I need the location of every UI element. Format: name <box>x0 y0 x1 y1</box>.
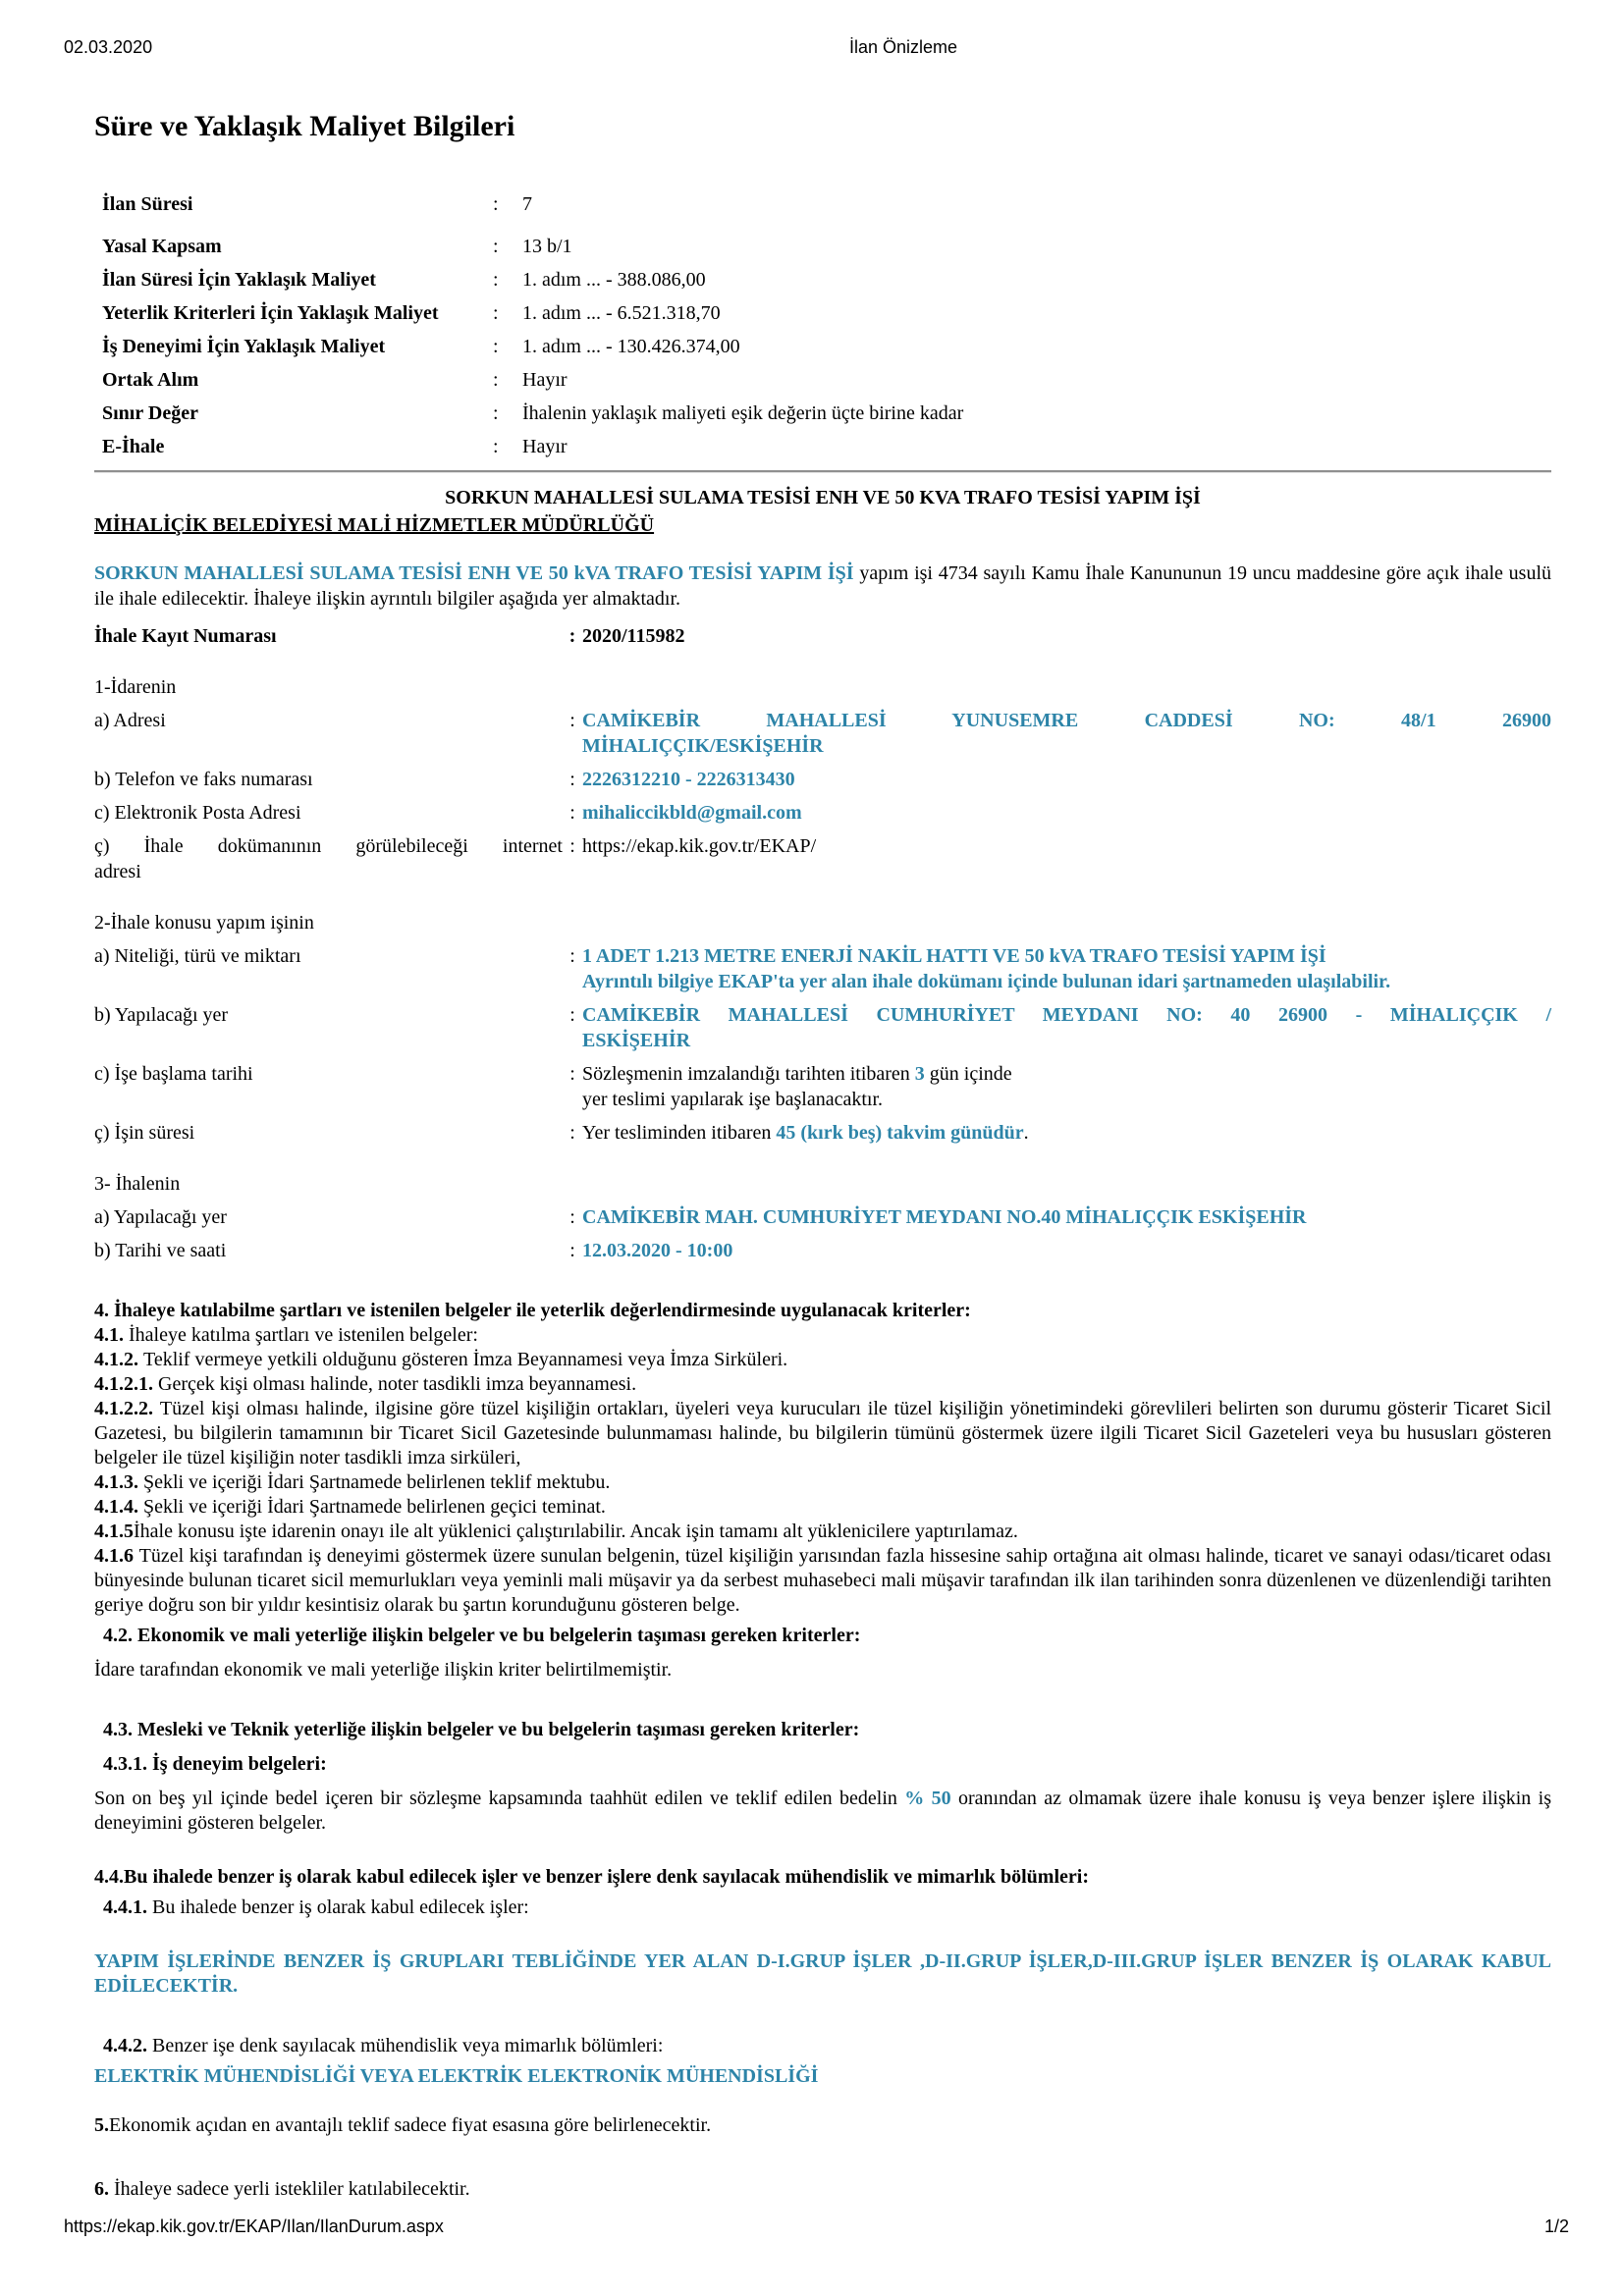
value-line <box>582 1204 1551 1230</box>
value-line <box>582 800 1551 826</box>
text-segment: 4.4.Bu ihalede benzer iş olarak kabul edilecek işler ve benzer işlere denk sayılacak mühendislik ve mimarlık bölümleri: <box>94 1866 1089 1888</box>
text-segment: 4.4.1. <box>103 1896 152 1918</box>
article <box>94 1718 1551 1742</box>
colon: : <box>493 402 499 424</box>
info-value <box>582 1002 1551 1053</box>
summary-row <box>102 435 1551 458</box>
article <box>94 1348 1551 1372</box>
article <box>94 1544 1551 1618</box>
info-label: c) Elektronik Posta Adresi <box>94 802 301 824</box>
summary-row <box>102 368 1551 392</box>
text-segment: Tüzel kişi tarafından iş deneyimi göstermek üzere sunulan belgenin, tüzel kişiliğin yarısından fazla hissesine sahip ortağına ait olması halinde, ticaret ve sanayi odası/ticaret odası bünyesinde bulunan ticaret sicil memurlukları veya yeminli mali müşavir ya da serbest muhasebeci mali müşavir tarafından ilk ilan tarihinden sonra düzenlenen ve düzenlendiği tarihten geriye doğru son bir yıldır kesintisiz olarak bu şartın korunduğunu gösteren belge. <box>94 1545 1552 1616</box>
text-segment: Ayrıntılı bilgiye EKAP'ta yer alan ihale dokümanı içinde bulunan idari şartnameden ulaşılabilir. <box>582 971 1391 992</box>
article <box>94 1299 1551 1323</box>
value-line <box>582 833 1551 859</box>
text-segment: İhaleye sadece yerli istekliler katılabilecektir. <box>114 2178 470 2200</box>
info-label: ç) İşin süresi <box>94 1122 195 1144</box>
summary-value: Hayır <box>522 369 568 391</box>
value-line <box>582 1028 1551 1053</box>
text-segment: Şekli ve içeriği İdari Şartnamede belirlenen geçici teminat. <box>143 1496 606 1518</box>
info-value <box>582 800 1551 826</box>
article <box>94 1658 1551 1682</box>
info-value <box>582 1120 1551 1146</box>
text-segment: 4.3.1. İş deneyim belgeleri: <box>103 1753 327 1775</box>
article <box>94 2064 1551 2089</box>
article <box>94 1495 1551 1520</box>
info-value <box>582 708 1551 759</box>
text-segment: 3 <box>914 1063 925 1085</box>
summary-value: İhalenin yaklaşık maliyeti eşik değerin üçte birine kadar <box>522 402 964 424</box>
text-segment: İdare tarafından ekonomik ve mali yeterliğe ilişkin kriter belirtilmemiştir. <box>94 1659 673 1681</box>
text-segment: 4.1.5 <box>94 1521 134 1542</box>
text-segment: yapım işi 4734 sayılı Kamu İhale Kanununun 19 uncu maddesine göre açık ihale usulü ile ihale edilecektir. İhaleye ilişkin ayrıntılı bilgiler aşağıda yer almaktadır. <box>94 562 1552 610</box>
text-segment: ESKİŞEHİR <box>582 1030 691 1051</box>
text-segment: Yer tesliminden itibaren <box>582 1122 777 1144</box>
article <box>94 1470 1551 1495</box>
text-segment: Teklif vermeye yetkili olduğunu gösteren İmza Beyannamesi veya İmza Sirküleri. <box>143 1349 788 1370</box>
text-segment: 4.4.2. <box>103 2035 152 2056</box>
info-row <box>94 1204 1551 1230</box>
summary-value: 7 <box>522 193 532 215</box>
text-segment: oranından az olmamak üzere ihale konusu iş veya benzer işlere ilişkin iş deneyimini gösteren belgeler. <box>94 1788 1552 1834</box>
section-heading: 3- İhalenin <box>94 1173 181 1195</box>
info-label: b) Telefon ve faks numarası <box>94 769 313 790</box>
article <box>94 1896 1551 1920</box>
text-segment: YAPIM İŞLERİNDE BENZER İŞ GRUPLARI TEBLİĞİNDE YER ALAN D-I.GRUP İŞLER ,D-II.GRUP İŞLER,D-III.GRUP İŞLER BENZER İŞ OLARAK KABUL EDİLECEKTİR. <box>94 1950 1551 1997</box>
value-line <box>582 969 1551 994</box>
section-heading: 1-İdarenin <box>94 676 177 698</box>
value-line <box>582 1061 1551 1087</box>
summary-row <box>102 335 1551 358</box>
info-row <box>94 1120 1551 1146</box>
info-row <box>94 1061 1551 1112</box>
text-segment: gün içinde <box>924 1063 1012 1085</box>
summary-label: İlan Süresi <box>102 193 193 215</box>
colon: : <box>569 835 575 857</box>
colon: : <box>569 710 575 731</box>
text-segment: 4.1.3. <box>94 1471 143 1493</box>
text-segment: Bu ihalede benzer iş olarak kabul edilecek işler: <box>152 1896 529 1918</box>
text-segment: 5. <box>94 2114 109 2136</box>
notice-intro <box>94 561 1551 612</box>
text-segment: İhaleye katılma şartları ve istenilen belgeler: <box>129 1324 478 1346</box>
colon: : <box>493 302 499 324</box>
text-segment: 4.1.2.2. <box>94 1398 160 1419</box>
summary-value: 13 b/1 <box>522 236 572 257</box>
article <box>94 1323 1551 1348</box>
summary-row <box>102 268 1551 292</box>
divider <box>94 470 1551 472</box>
info-row <box>94 800 1551 826</box>
notice-title: SORKUN MAHALLESİ SULAMA TESİSİ ENH VE 50 KVA TRAFO TESİSİ YAPIM İŞİ <box>445 487 1201 508</box>
text-segment: Ekonomik açıdan en avantajlı teklif sadece fiyat esasına göre belirlenecektir. <box>109 2114 712 2136</box>
colon: : <box>569 1122 575 1144</box>
text-segment: 4.1.4. <box>94 1496 143 1518</box>
text-segment: Şekli ve içeriği İdari Şartnamede belirlenen teklif mektubu. <box>143 1471 611 1493</box>
text-segment: Gerçek kişi olması halinde, noter tasdikli imza beyannamesi. <box>158 1373 637 1395</box>
info-value <box>582 767 1551 792</box>
info-row <box>94 833 1551 884</box>
text-segment: https://ekap.kik.gov.tr/EKAP/ <box>582 835 817 857</box>
article <box>94 1397 1551 1470</box>
colon: : <box>568 625 576 647</box>
summary-value: Hayır <box>522 436 568 457</box>
article <box>94 1787 1551 1836</box>
summary-value: 1. adım ... - 6.521.318,70 <box>522 302 721 324</box>
page-number: 1/2 <box>1543 2216 1569 2236</box>
text-segment: 4.2. Ekonomik ve mali yeterliğe ilişkin belgeler ve bu belgelerin taşıması gereken kriterler: <box>103 1625 861 1646</box>
article <box>94 1372 1551 1397</box>
text-segment: CAMİKEBİR MAH. CUMHURİYET MEYDANI NO.40 MİHALIÇÇIK ESKİŞEHİR <box>582 1206 1307 1228</box>
info-row <box>94 1002 1551 1053</box>
summary-label: Ortak Alım <box>102 369 199 391</box>
value-line <box>582 943 1551 969</box>
notice-department: MİHALİÇİK BELEDİYESİ MALİ HİZMETLER MÜDÜRLÜĞÜ <box>94 514 655 536</box>
text-segment: 4.3. Mesleki ve Teknik yeterliğe ilişkin belgeler ve bu belgelerin taşıması gereken kriterler: <box>103 1719 860 1740</box>
text-segment: % 50 <box>904 1788 951 1809</box>
colon: : <box>493 336 499 357</box>
text-segment: 4.1.2.1. <box>94 1373 158 1395</box>
summary-value: 1. adım ... - 388.086,00 <box>522 269 706 291</box>
info-row <box>94 767 1551 792</box>
print-page-title: İlan Önizleme <box>849 37 958 57</box>
info-label: a) Adresi <box>94 710 166 731</box>
text-segment: SORKUN MAHALLESİ SULAMA TESİSİ ENH VE 50 kVA TRAFO TESİSİ YAPIM İŞİ <box>94 562 854 584</box>
info-value <box>582 1061 1551 1112</box>
info-label: a) Niteliği, türü ve miktarı <box>94 945 301 967</box>
value-line <box>582 1087 1551 1112</box>
article <box>94 1949 1551 1999</box>
summary-row <box>102 301 1551 325</box>
text-segment: 45 (kırk beş) takvim günüdür <box>776 1122 1024 1144</box>
summary-label: İlan Süresi İçin Yaklaşık Maliyet <box>102 269 376 291</box>
text-segment: ELEKTRİK MÜHENDİSLİĞİ VEYA ELEKTRİK ELEKTRONİK MÜHENDİSLİĞİ <box>94 2065 819 2087</box>
summary-row <box>102 401 1551 425</box>
text-segment: . <box>1023 1122 1029 1144</box>
text-segment: 4.1. <box>94 1324 129 1346</box>
colon: : <box>493 236 499 257</box>
article <box>94 2177 1551 2202</box>
text-segment: yer teslimi yapılarak işe başlanacaktır. <box>582 1089 883 1110</box>
colon: : <box>493 436 499 457</box>
article <box>94 2034 1551 2058</box>
summary-label: İş Deneyimi İçin Yaklaşık Maliyet <box>102 336 386 357</box>
info-value <box>582 1204 1551 1230</box>
print-footer <box>64 2216 1569 2237</box>
text-segment: 4.1.6 <box>94 1545 139 1567</box>
info-label: c) İşe başlama tarihi <box>94 1063 253 1085</box>
text-segment: 12.03.2020 - 10:00 <box>582 1240 733 1261</box>
summary-row <box>102 235 1551 258</box>
text-segment: 2226312210 - 2226313430 <box>582 769 795 790</box>
article <box>94 1624 1551 1648</box>
registration-value: 2020/115982 <box>582 625 685 647</box>
info-label: b) Yapılacağı yer <box>94 1004 229 1026</box>
section-heading: 2-İhale konusu yapım işinin <box>94 912 314 934</box>
text-segment: Son on beş yıl içinde bedel içeren bir sözleşme kapsamında taahhüt edilen ve teklif edilen bedelin <box>94 1788 905 1809</box>
value-line <box>582 1120 1551 1146</box>
document-content <box>94 0 1551 2202</box>
article <box>94 2113 1551 2138</box>
text-segment: CAMİKEBİR MAHALLESİ YUNUSEMRE CADDESİ NO: 48/1 26900 <box>582 710 1551 731</box>
label-line: ç) İhale dokümanının görülebileceği internet <box>94 835 563 857</box>
colon: : <box>569 802 575 824</box>
info-row <box>94 1238 1551 1263</box>
text-segment: Tüzel kişi olması halinde, ilgisine göre tüzel kişiliğin ortakları, üyeleri veya kurucuları ile tüzel kişiliğin yönetimindeki görevlileri belirten son durumu gösterir Ticaret Sicil Gazetesi, bu bilgilerin tamamının bir Ticaret Sicil Gazetesinde bulunmaması halinde, bu bilgilerin tümünü göstermek üzere ilgili Ticaret Sicil Gazeteleri veya bu hususları gösteren belgeler ile tüzel kişiliğin noter tasdikli imza sirküleri, <box>94 1398 1552 1468</box>
footer-url: https://ekap.kik.gov.tr/EKAP/Ilan/IlanDurum.aspx <box>64 2216 444 2236</box>
info-label: b) Tarihi ve saati <box>94 1240 227 1261</box>
articles <box>94 1299 1551 2202</box>
colon: : <box>569 945 575 967</box>
label-line: adresi <box>94 861 141 882</box>
text-segment: Sözleşmenin imzalandığı tarihten itibaren <box>582 1063 915 1085</box>
value-line <box>582 767 1551 792</box>
registration-label: İhale Kayıt Numarası <box>94 625 277 647</box>
summary-row <box>102 192 1551 216</box>
colon: : <box>493 193 499 215</box>
colon: : <box>569 1004 575 1026</box>
article <box>94 1520 1551 1544</box>
value-line <box>582 1002 1551 1028</box>
article <box>94 1752 1551 1777</box>
text-segment: mihaliccikbld@gmail.com <box>582 802 802 824</box>
document-title: Süre ve Yaklaşık Maliyet Bilgileri <box>94 110 515 142</box>
value-line <box>582 733 1551 759</box>
text-segment: 4. İhaleye katılabilme şartları ve istenilen belgeler ile yeterlik değerlendirmesinde uygulanacak kriterler: <box>94 1300 971 1321</box>
value-line <box>582 708 1551 733</box>
summary-value: 1. adım ... - 130.426.374,00 <box>522 336 740 357</box>
colon: : <box>569 1240 575 1261</box>
info-label <box>94 833 563 884</box>
summary-label: Yeterlik Kriterleri İçin Yaklaşık Maliyet <box>102 302 439 324</box>
colon: : <box>569 1063 575 1085</box>
info-value <box>582 833 1551 884</box>
info-row <box>94 943 1551 994</box>
registration-row <box>94 623 1551 649</box>
text-segment: 1 ADET 1.213 METRE ENERJİ NAKİL HATTI VE 50 kVA TRAFO TESİSİ YAPIM İŞİ <box>582 945 1326 967</box>
summary-label: E-İhale <box>102 436 165 457</box>
text-segment: CAMİKEBİR MAHALLESİ CUMHURİYET MEYDANI NO: 40 26900 - MİHALIÇÇIK / <box>582 1004 1551 1026</box>
value-line <box>582 1238 1551 1263</box>
text-segment: MİHALIÇÇIK/ESKİŞEHİR <box>582 735 824 757</box>
article <box>94 1865 1551 1890</box>
text-segment: 6. <box>94 2178 114 2200</box>
colon: : <box>493 269 499 291</box>
summary-label: Sınır Değer <box>102 402 198 424</box>
text-segment: İhale konusu işte idarenin onayı ile alt yüklenici çalıştırılabilir. Ancak işin tamamı alt yüklenicilere yaptırılamaz. <box>134 1521 1018 1542</box>
info-value <box>582 1238 1551 1263</box>
info-value <box>582 943 1551 994</box>
info-row <box>94 708 1551 759</box>
summary-table <box>102 192 1551 458</box>
print-date: 02.03.2020 <box>64 37 153 57</box>
colon: : <box>493 369 499 391</box>
colon: : <box>569 769 575 790</box>
colon: : <box>569 1206 575 1228</box>
text-segment: 4.1.2. <box>94 1349 143 1370</box>
summary-label: Yasal Kapsam <box>102 236 222 257</box>
text-segment: Benzer işe denk sayılacak mühendislik veya mimarlık bölümleri: <box>152 2035 664 2056</box>
info-label: a) Yapılacağı yer <box>94 1206 227 1228</box>
info-sections <box>94 674 1551 1263</box>
